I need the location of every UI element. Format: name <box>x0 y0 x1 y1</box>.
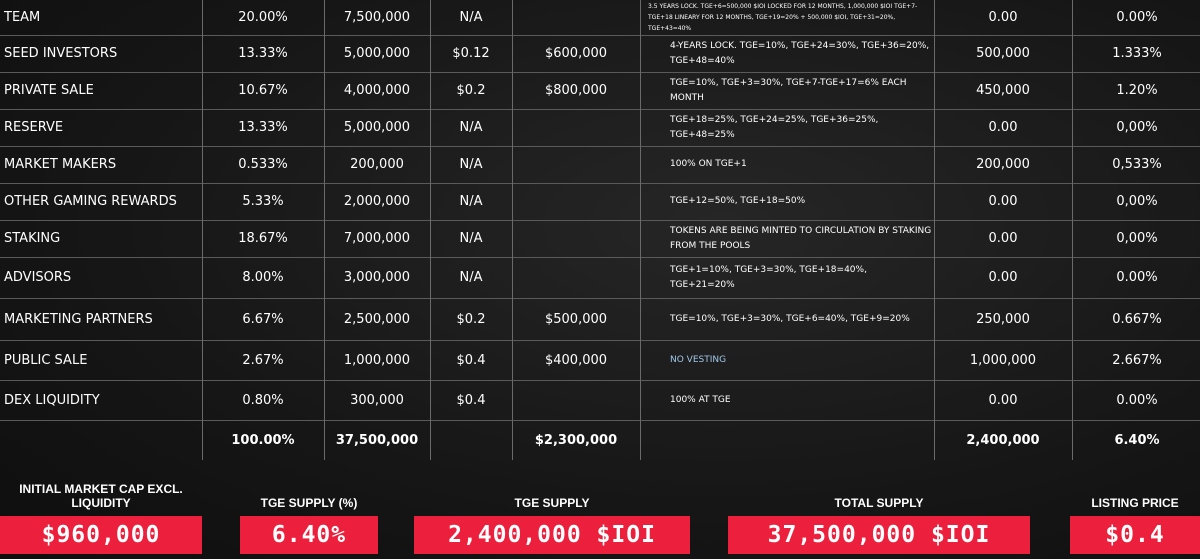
table-row <box>0 109 1200 146</box>
stat-value: $0.4 <box>1070 516 1200 554</box>
stat-initial-market-cap <box>0 470 202 554</box>
raise-amount-cell <box>514 109 638 146</box>
allocation-percent-cell: 8.00% <box>242 270 284 285</box>
vesting-schedule-cell: TGE=10%, TGE+3=30%, TGE+7-TGE+17=6% EACH MONTH <box>670 77 907 103</box>
vesting-schedule-cell: TGE+18=25%, TGE+24=25%, TGE+36=25%, TGE+48=25% <box>670 114 879 140</box>
token-price-cell: $0.2 <box>456 311 486 327</box>
tge-amount-cell: 0.00 <box>988 270 1018 285</box>
allocation-name-cell: DEX LIQUIDITY <box>4 392 100 408</box>
vesting-schedule-cell <box>670 420 932 460</box>
allocation-name-cell: TEAM <box>4 10 41 25</box>
tge-amount-cell: 0.00 <box>988 120 1018 135</box>
row-divider <box>0 109 1200 110</box>
tge-amount-cell: 1,000,000 <box>969 352 1037 368</box>
tge-amount-cell: 200,000 <box>976 157 1030 172</box>
allocation-percent-cell: 100.00% <box>231 432 295 448</box>
raise-amount-cell <box>514 220 638 257</box>
token-amount-cell: 4,000,000 <box>343 83 411 98</box>
column-divider <box>640 0 641 460</box>
allocation-percent-cell: 18.67% <box>238 231 288 246</box>
token-amount-cell: 2,500,000 <box>343 311 411 327</box>
token-amount-cell: 7,500,000 <box>343 10 411 25</box>
raise-amount-cell <box>514 183 638 220</box>
vesting-schedule-cell: 100% ON TGE+1 <box>670 159 747 169</box>
stat-label: INITIAL MARKET CAP EXCL. LIQUIDITY <box>19 482 183 510</box>
tge-percent-cell: 0.00% <box>1116 392 1158 408</box>
tge-percent-cell: 0.00% <box>1116 270 1158 285</box>
tge-amount-cell: 0.00 <box>988 392 1018 408</box>
vesting-schedule-cell: TGE+1=10%, TGE+3=30%, TGE+18=40%, TGE+21=20% <box>670 264 867 290</box>
tge-percent-cell: 0.00% <box>1116 10 1158 25</box>
raise-amount-cell <box>514 380 638 420</box>
tge-amount-cell: 450,000 <box>976 83 1030 98</box>
allocation-percent-cell: 5.33% <box>242 194 284 209</box>
vesting-schedule-cell: TGE+12=50%, TGE+18=50% <box>670 196 806 206</box>
vesting-schedule-cell: 100% AT TGE <box>670 394 731 405</box>
token-price-cell: $0.4 <box>456 392 486 408</box>
table-row <box>0 257 1200 298</box>
allocation-percent-cell: 10.67% <box>238 83 288 98</box>
row-divider <box>0 340 1200 341</box>
tge-percent-cell: 1.333% <box>1112 46 1162 61</box>
raise-amount-cell: $800,000 <box>544 83 608 98</box>
token-price-cell: N/A <box>459 120 483 135</box>
token-price-cell: N/A <box>459 157 483 172</box>
row-divider <box>0 380 1200 381</box>
column-divider <box>1072 0 1073 460</box>
table-row <box>0 0 1200 35</box>
token-price-cell: N/A <box>459 194 483 209</box>
tge-amount-cell: 2,400,000 <box>966 432 1040 448</box>
allocation-percent-cell: 20.00% <box>238 10 288 25</box>
column-divider <box>430 0 431 460</box>
table-row <box>0 183 1200 220</box>
allocation-percent-cell: 0.533% <box>238 157 288 172</box>
tge-percent-cell: 6.40% <box>1114 432 1160 448</box>
raise-amount-cell: $500,000 <box>544 311 608 327</box>
table-row <box>0 298 1200 340</box>
stat-total-supply <box>728 470 1030 554</box>
raise-amount-cell: $600,000 <box>544 46 608 61</box>
stat-label: LISTING PRICE <box>1091 496 1179 510</box>
table-row <box>0 35 1200 72</box>
tge-percent-cell: 0.667% <box>1112 311 1162 327</box>
tge-percent-cell: 2.667% <box>1112 352 1162 368</box>
table-row <box>0 72 1200 109</box>
raise-amount-cell <box>514 146 638 183</box>
row-divider <box>0 420 1200 421</box>
allocation-name-cell: RESERVE <box>4 120 64 135</box>
allocation-name-cell: STAKING <box>4 231 61 246</box>
token-price-cell: $0.12 <box>452 46 490 61</box>
tge-percent-cell: 0,533% <box>1112 157 1162 172</box>
token-amount-cell: 3,000,000 <box>343 270 411 285</box>
row-divider <box>0 257 1200 258</box>
totals-row <box>0 420 1200 460</box>
token-amount-cell: 5,000,000 <box>343 120 411 135</box>
tge-amount-cell: 250,000 <box>976 311 1030 327</box>
stat-label: TGE SUPPLY <box>514 496 590 510</box>
raise-amount-cell <box>514 0 638 35</box>
token-amount-cell: 2,000,000 <box>343 194 411 209</box>
token-price-cell: N/A <box>459 10 483 25</box>
token-amount-cell: 1,000,000 <box>343 352 411 368</box>
tge-amount-cell: 0.00 <box>988 231 1018 246</box>
tge-percent-cell: 0,00% <box>1116 120 1158 135</box>
stat-value: 6.40% <box>240 516 378 554</box>
token-amount-cell: 37,500,000 <box>335 432 419 448</box>
stat-tge-supply-pct <box>240 470 378 554</box>
tge-amount-cell: 0.00 <box>988 194 1018 209</box>
tge-percent-cell: 1.20% <box>1116 83 1158 98</box>
tge-percent-cell: 0,00% <box>1116 194 1158 209</box>
stat-value: $960,000 <box>0 516 202 554</box>
row-divider <box>0 146 1200 147</box>
column-divider <box>512 0 513 460</box>
allocation-percent-cell: 13.33% <box>238 46 288 61</box>
column-divider <box>324 0 325 460</box>
allocation-name-cell: ADVISORS <box>4 270 72 285</box>
stat-label: TGE SUPPLY (%) <box>260 496 358 510</box>
vesting-schedule-cell: TGE=10%, TGE+3=30%, TGE+6=40%, TGE+9=20% <box>670 313 910 324</box>
row-divider <box>0 35 1200 36</box>
token-amount-cell: 7,000,000 <box>343 231 411 246</box>
vesting-schedule-cell: NO VESTING <box>670 354 727 365</box>
token-amount-cell: 300,000 <box>350 392 404 408</box>
token-price-cell: N/A <box>459 270 483 285</box>
tge-amount-cell: 500,000 <box>976 46 1030 61</box>
allocation-name-cell <box>4 420 204 460</box>
stat-label: TOTAL SUPPLY <box>834 496 924 510</box>
token-price-cell: $0.4 <box>456 352 486 368</box>
allocation-name-cell: PUBLIC SALE <box>4 352 88 368</box>
table-row <box>0 380 1200 420</box>
row-divider <box>0 298 1200 299</box>
table-row <box>0 220 1200 257</box>
table-row <box>0 146 1200 183</box>
column-divider <box>934 0 935 460</box>
allocation-name-cell: MARKET MAKERS <box>4 157 117 172</box>
table-row <box>0 340 1200 380</box>
token-price-cell: $0.2 <box>456 83 486 98</box>
allocation-percent-cell: 13.33% <box>238 120 288 135</box>
stat-value: 2,400,000 $IOI <box>414 516 690 554</box>
token-price-cell: N/A <box>459 231 483 246</box>
allocation-percent-cell: 2.67% <box>242 352 284 368</box>
row-divider <box>0 72 1200 73</box>
allocation-percent-cell: 0.80% <box>242 392 284 408</box>
raise-amount-cell <box>514 257 638 298</box>
token-price-cell <box>432 420 510 460</box>
stat-value: 37,500,000 $IOI <box>728 516 1030 554</box>
token-amount-cell: 5,000,000 <box>343 46 411 61</box>
stat-tge-supply <box>414 470 690 554</box>
stat-listing-price <box>1070 470 1200 554</box>
allocation-percent-cell: 6.67% <box>242 311 284 327</box>
raise-amount-cell: $2,300,000 <box>534 432 618 448</box>
column-divider <box>202 0 203 460</box>
allocation-name-cell: MARKETING PARTNERS <box>4 311 153 327</box>
row-divider <box>0 220 1200 221</box>
allocation-name-cell: PRIVATE SALE <box>4 83 94 98</box>
vesting-schedule-cell: 3.5 YEARS LOCK. TGE+6=500,000 $IOI LOCKED FOR 12 MONTHS, 1,000,000 $IOI TGE+7-TGE+18 LINEARY FOR 12 MONTHS, TGE+19=20% + 500,000 $IOI, TGE+31=20%, TGE+43=40% <box>648 3 918 32</box>
vesting-schedule-cell: 4-YEARS LOCK. TGE=10%, TGE+24=30%, TGE+36=20%, TGE+48=40% <box>670 40 930 66</box>
tge-amount-cell: 0.00 <box>988 10 1018 25</box>
allocation-name-cell: SEED INVESTORS <box>4 46 118 61</box>
row-divider <box>0 183 1200 184</box>
token-amount-cell: 200,000 <box>350 157 404 172</box>
tge-percent-cell: 0,00% <box>1116 231 1158 246</box>
allocation-name-cell: OTHER GAMING REWARDS <box>4 194 177 209</box>
vesting-schedule-cell: TOKENS ARE BEING MINTED TO CIRCULATION BY STAKING FROM THE POOLS <box>670 225 932 251</box>
raise-amount-cell: $400,000 <box>544 352 608 368</box>
